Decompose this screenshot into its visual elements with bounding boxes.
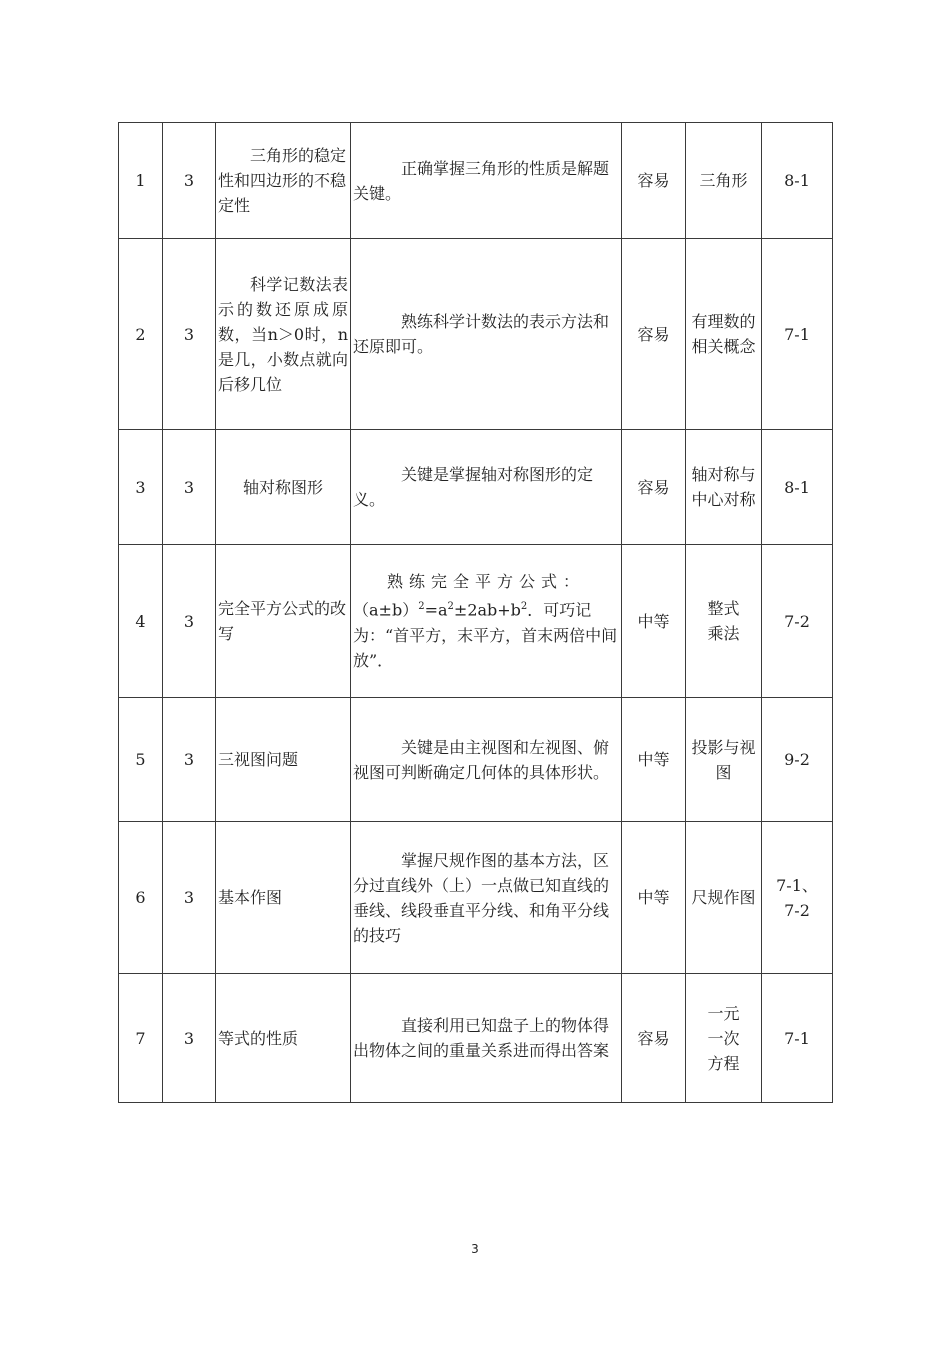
knowledge-point: 三视图问题 <box>216 698 351 822</box>
answer-analysis: 关键是由主视图和左视图、俯视图可判断确定几何体的具体形状。 <box>351 698 622 822</box>
formula-superscript: 2 <box>418 601 425 613</box>
formula-tail: ．可巧记为：“首平方，末平方，首末两倍中间放”． <box>353 600 618 670</box>
question-score: 3 <box>163 822 216 974</box>
page-number: 3 <box>471 1242 479 1256</box>
analysis-line: 熟练完全平方公式： <box>386 572 585 592</box>
formula-part: （a±b） <box>353 600 419 620</box>
question-number: 6 <box>119 822 163 974</box>
category-line: 一元 <box>707 1003 740 1023</box>
difficulty: 容易 <box>622 239 686 430</box>
question-score: 3 <box>163 123 216 239</box>
knowledge-point: 基本作图 <box>216 822 351 974</box>
question-number: 2 <box>119 239 163 430</box>
content-category: 整式乘法 <box>686 545 762 698</box>
question-number: 4 <box>119 545 163 698</box>
table-row <box>119 822 833 974</box>
question-number: 7 <box>119 974 163 1103</box>
formula-part: =a <box>424 600 448 620</box>
question-number: 3 <box>119 430 163 545</box>
answer-analysis: 掌握尺规作图的基本方法，区分过直线外（上）一点做已知直线的垂线、线段垂直平分线、和角平分线的技巧 <box>351 822 622 974</box>
question-score: 3 <box>163 239 216 430</box>
answer-analysis <box>351 545 622 698</box>
question-score: 3 <box>163 974 216 1103</box>
difficulty: 中等 <box>622 698 686 822</box>
question-score: 3 <box>163 698 216 822</box>
knowledge-point: 轴对称图形 <box>216 430 351 545</box>
difficulty: 容易 <box>622 974 686 1103</box>
question-number: 1 <box>119 123 163 239</box>
question-number: 5 <box>119 698 163 822</box>
answer-analysis: 熟练科学计数法的表示方法和还原即可。 <box>351 239 622 430</box>
knowledge-point: 三角形的稳定性和四边形的不稳定性 <box>216 123 351 239</box>
content-category: 三角形 <box>686 123 762 239</box>
question-analysis-table <box>118 122 833 1103</box>
table-row <box>119 698 833 822</box>
chapter-code: 9-2 <box>762 698 833 822</box>
answer-analysis: 关键是掌握轴对称图形的定义。 <box>351 430 622 545</box>
table-row <box>119 974 833 1103</box>
content-category: 投影与视图 <box>686 698 762 822</box>
chapter-code: 7-2 <box>762 545 833 698</box>
chapter-code: 7-1 <box>762 974 833 1103</box>
difficulty: 容易 <box>622 430 686 545</box>
knowledge-point: 等式的性质 <box>216 974 351 1103</box>
category-line: 方程 <box>707 1053 740 1073</box>
table-row <box>119 545 833 698</box>
chapter-code: 7-1 <box>762 239 833 430</box>
content-category: 轴对称与中心对称 <box>686 430 762 545</box>
chapter-code: 8-1 <box>762 123 833 239</box>
knowledge-point: 完全平方公式的改写 <box>216 545 351 698</box>
answer-analysis: 直接利用已知盘子上的物体得出物体之间的重量关系进而得出答案 <box>351 974 622 1103</box>
chapter-code: 7-1、7-2 <box>762 822 833 974</box>
question-score: 3 <box>163 545 216 698</box>
content-category <box>686 974 762 1103</box>
category-line: 一次 <box>707 1028 740 1048</box>
formula-superscript: 2 <box>520 601 528 613</box>
difficulty: 容易 <box>622 123 686 239</box>
difficulty: 中等 <box>622 545 686 698</box>
chapter-code: 8-1 <box>762 430 833 545</box>
table-row <box>119 123 833 239</box>
formula-superscript: 2 <box>447 601 454 613</box>
answer-analysis: 正确掌握三角形的性质是解题关键。 <box>351 123 622 239</box>
difficulty: 中等 <box>622 822 686 974</box>
table-row <box>119 239 833 430</box>
question-score: 3 <box>163 430 216 545</box>
content-category: 有理数的相关概念 <box>686 239 762 430</box>
content-category: 尺规作图 <box>686 822 762 974</box>
knowledge-point: 科学记数法表示的数还原成原数，当n＞0时，n是几，小数点就向后移几位 <box>216 239 351 430</box>
table-row <box>119 430 833 545</box>
formula-part: ±2ab+b <box>453 600 521 620</box>
